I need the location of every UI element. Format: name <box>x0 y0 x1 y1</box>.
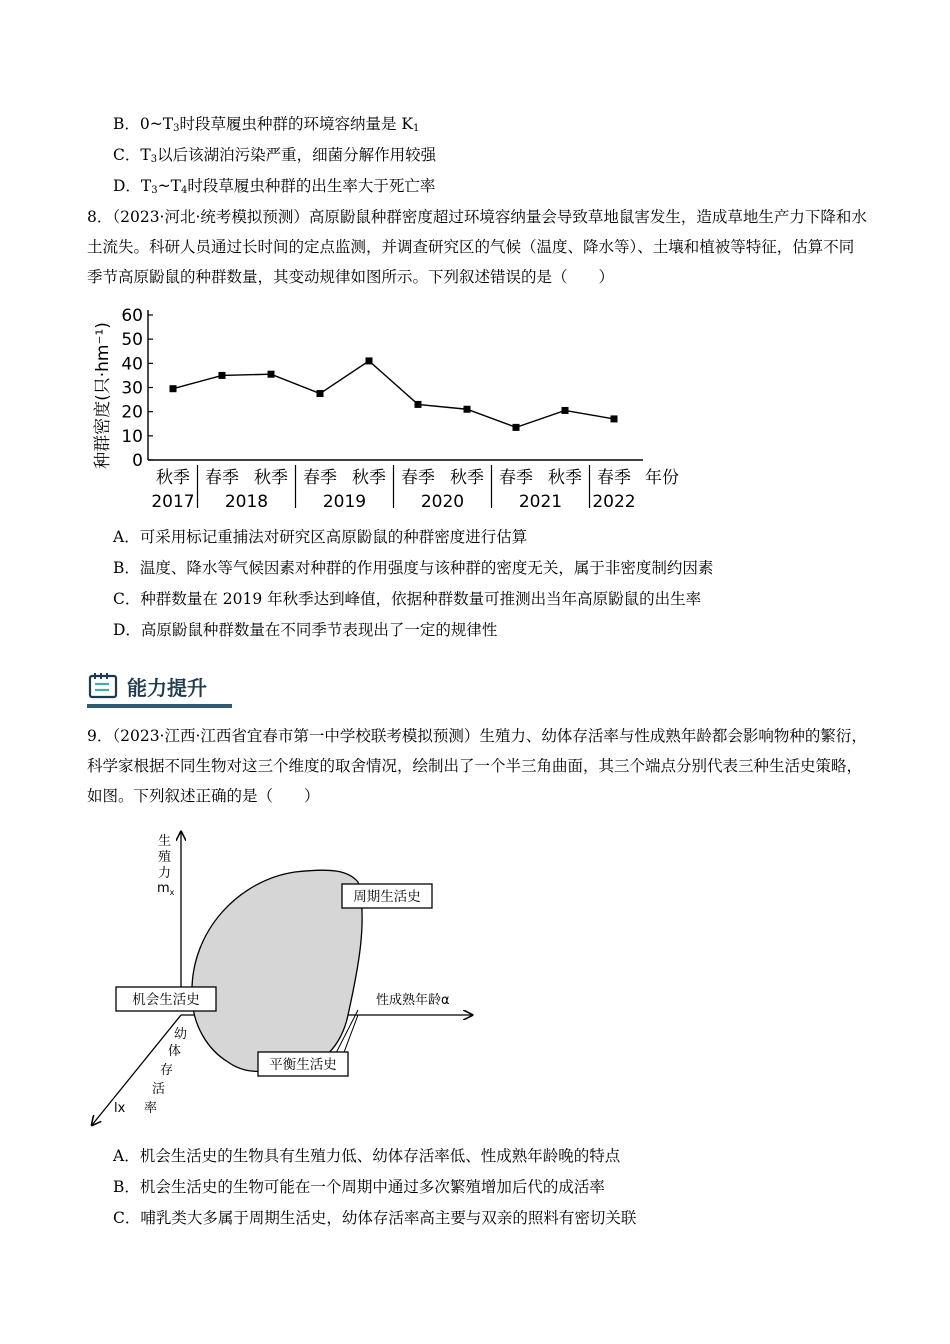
y-tick-label: 40 <box>121 354 143 375</box>
svg-text:存: 存 <box>160 1063 174 1078</box>
svg-text:活: 活 <box>152 1082 166 1097</box>
svg-text:幼: 幼 <box>174 1027 188 1042</box>
svg-text:生: 生 <box>158 834 172 849</box>
year-label: 2020 <box>420 492 465 512</box>
equilibrium-box-label: 平衡生活史 <box>269 1057 337 1073</box>
data-point <box>415 401 422 408</box>
x-tick-label: 秋季 <box>254 468 288 488</box>
x-axis-label: 年份 <box>645 468 679 488</box>
svg-text:力: 力 <box>158 866 172 881</box>
svg-text:率: 率 <box>144 1101 158 1116</box>
q7-option-b: B．$0\sim T_3$时段草履虫种群的环境容纳量是 $K_1$ <box>113 115 420 134</box>
y-axis-label: 种群密度(只·hm⁻¹) <box>93 322 113 469</box>
y-tick-label: 10 <box>121 426 143 447</box>
q8-stem: 8．（2023·河北·统考模拟预测）高原鼢鼠种群密度超过环境容纳量会导致草地鼠害发生，造成草地生产力下降和水土流失。科研人员通过长时间的定点监测，并调查研究区的气候（温度、降水等）、土壤和植被等特征，估算不同季节高原鼢鼠的种群数量，其变动规律如图所示。下列叙述错误的是（ ） <box>87 208 867 286</box>
y-tick-label: 50 <box>121 330 143 351</box>
data-point <box>219 372 226 379</box>
x-tick-label: 春季 <box>401 468 435 488</box>
data-point <box>464 406 471 413</box>
svg-text:mx: $m_x$ <box>157 881 175 897</box>
half-triangle-surface <box>192 870 362 1071</box>
svg-text:体: 体 <box>168 1044 182 1059</box>
x-tick-label: 春季 <box>499 468 533 488</box>
y-tick-label: 60 <box>121 306 143 326</box>
x-tick-label: 春季 <box>597 468 631 488</box>
year-label: 2018 <box>224 492 269 512</box>
q7-option-c: C．$T_3$以后该湖泊污染严重，细菌分解作用较强 <box>113 146 437 165</box>
life-history-diagram <box>80 820 490 1140</box>
x-tick-label: 秋季 <box>352 468 386 488</box>
data-point <box>170 385 177 392</box>
q8-option-a: A．可采用标记重捕法对研究区高原鼢鼠的种群密度进行估算 <box>113 528 528 546</box>
x-tick-label: 春季 <box>205 468 239 488</box>
data-point <box>317 390 324 397</box>
q7-option-d: D．$T_3\sim T_4$时段草履虫种群的出生率大于死亡率 <box>113 177 436 196</box>
notebook-icon <box>87 672 121 700</box>
survival-axis-label <box>114 1027 187 1116</box>
x-tick-label: 春季 <box>303 468 337 488</box>
section-header <box>87 668 237 710</box>
data-point <box>366 357 373 364</box>
y-tick-label: 30 <box>121 378 143 399</box>
x-tick-label: 秋季 <box>548 468 582 488</box>
series-line <box>173 361 614 427</box>
q9-option-c: C．哺乳类大多属于周期生活史，幼体存活率高主要与双亲的照料有密切关联 <box>113 1209 637 1227</box>
opportunistic-box-label: 机会生活史 <box>132 992 200 1008</box>
population-density-chart <box>88 300 688 515</box>
data-point <box>513 424 520 431</box>
svg-text:lx: lx <box>114 1101 126 1116</box>
x-tick-label: 秋季 <box>156 468 190 488</box>
data-point <box>562 407 569 414</box>
q9-option-a: A．机会生活史的生物具有生殖力低、幼体存活率低、性成熟年龄晚的特点 <box>113 1147 621 1165</box>
q8-option-b: B．温度、降水等气候因素对种群的作用强度与该种群的密度无关，属于非密度制约因素 <box>113 559 714 577</box>
year-label: 2017 <box>151 492 195 512</box>
year-label: 2022 <box>592 492 636 512</box>
y-tick-label: 20 <box>121 402 143 423</box>
data-point <box>268 371 275 378</box>
y-tick-label: 0 <box>132 451 143 471</box>
reproduction-axis-label <box>157 833 175 897</box>
data-point <box>611 415 618 422</box>
section-underline <box>87 704 232 708</box>
q8-option-c: C．种群数量在 2019 年秋季达到峰值，依据种群数量可推测出当年高原鼢鼠的出生率 <box>113 590 702 608</box>
q9-option-b: B．机会生活史的生物可能在一个周期中通过多次繁殖增加后代的成活率 <box>113 1178 605 1196</box>
q8-option-d: D．高原鼢鼠种群数量在不同季节表现出了一定的规律性 <box>113 621 498 639</box>
year-label: 2019 <box>322 492 367 512</box>
periodic-box-label: 周期生活史 <box>353 889 421 905</box>
maturity-axis-label: 性成熟年龄α <box>376 993 450 1008</box>
section-title: 能力提升 <box>127 676 207 700</box>
x-tick-label: 秋季 <box>450 468 484 488</box>
q9-stem: 9．（2023·江西·江西省宜春市第一中学校联考模拟预测）生殖力、幼体存活率与性成熟年龄都会影响物种的繁衍，科学家根据不同生物对这三个维度的取舍情况，绘制出了一个半三角曲面，其三个端点分别代表三种生活史策略，如图。下列叙述正确的是（ ） <box>87 727 867 805</box>
svg-text:殖: 殖 <box>158 850 172 865</box>
year-label: 2021 <box>518 492 563 512</box>
